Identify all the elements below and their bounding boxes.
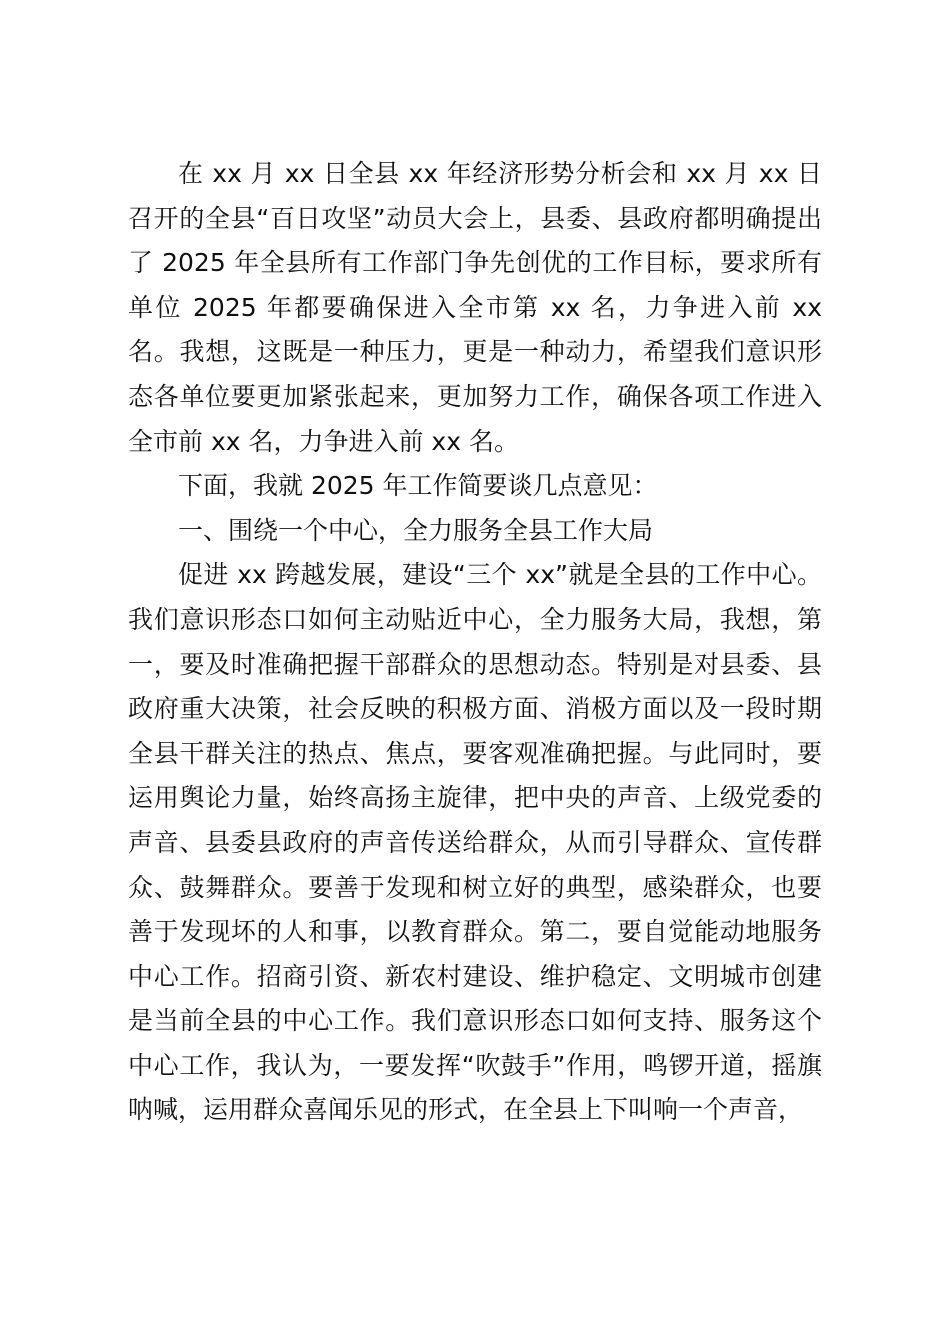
paragraph-section-1-body: 促进 xx 跨越发展，建设“三个 xx”就是全县的工作中心。我们意识形态口如何主动贴近中心，全力服务大局，我想，第一，要及时准确把握干部群众的思想动态。特别是对县委、县政府重大决策，社会反映的积极方面、消极方面以及一段时期全县干群关注的热点、焦点，要客观准确把握。与此同时，要运用舆论力量，始终高扬主旋律，把中央的声音、上级党委的声音、县委县政府的声音传送给群众，从而引导群众、宣传群众、鼓舞群众。要善于发现和树立好的典型，感染群众，也要善于发现坏的人和事，以教育群众。第二，要自觉能动地服务中心工作。招商引资、新农村建设、维护稳定、文明城市创建是当前全县的中心工作。我们意识形态口如何支持、服务这个中心工作，我认为，一要发挥“吹鼓手”作用，鸣锣开道，摇旗呐喊，运用群众喜闻乐见的形式，在全县上下叫响一个声音， xyxy=(128,560,822,1125)
paragraph-intro: 在 xx 月 xx 日全县 xx 年经济形势分析会和 xx 月 xx 日召开的全县“百日攻坚”动员大会上，县委、县政府都明确提出了 2025 年全县所有工作部门争先创优的工作目标，要求所有单位 2025 年都要确保进入全市第 xx 名，力争进入前 xx 名。我想，这既是一种压力，更是一种动力，希望我们意识形态各单位要更加紧张起来，更加努力工作，确保各项工作进入全市前 xx 名，力争进入前 xx 名。 xyxy=(128,159,822,456)
paragraph-transition: 下面，我就 2025 年工作简要谈几点意见： xyxy=(178,471,658,501)
document-body xyxy=(128,152,822,1133)
section-heading-1: 一、围绕一个中心，全力服务全县工作大局 xyxy=(178,515,654,545)
